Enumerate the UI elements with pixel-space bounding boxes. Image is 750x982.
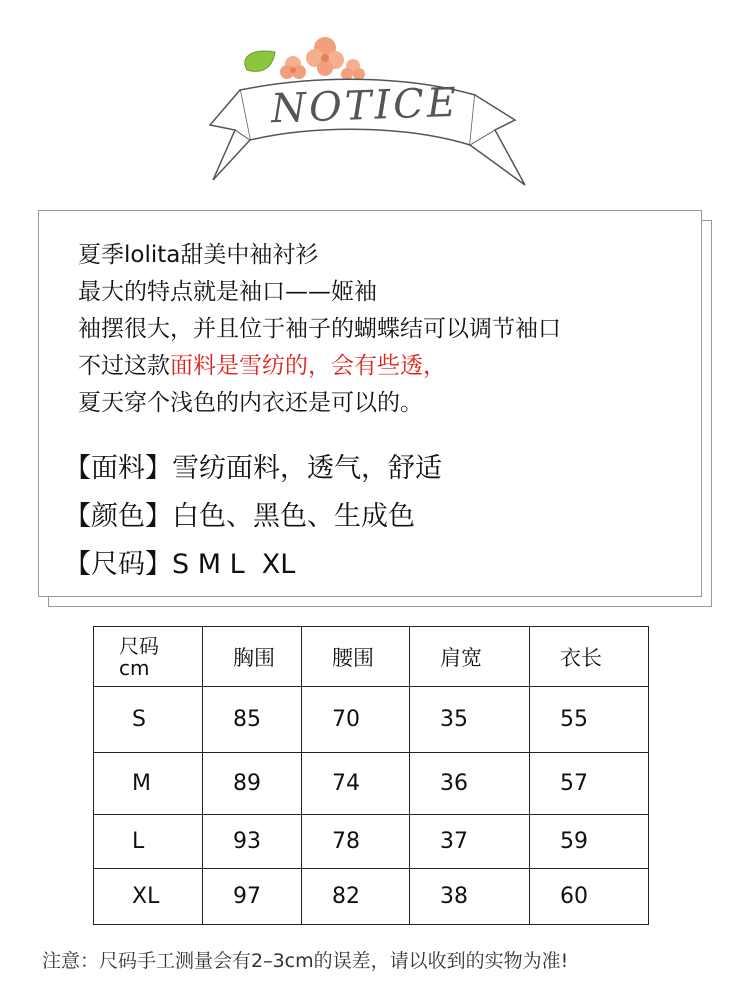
description-line-3: 袖摆很大，并且位于袖子的蝴蝶结可以调节袖口 (78, 316, 561, 342)
measurement-footnote: 注意：尺码手工测量会有2–3cm的误差，请以收到的实物为准! (42, 950, 569, 972)
flower-icon (280, 56, 306, 79)
attribute-size (64, 542, 295, 581)
size-header-label: 尺码 (119, 633, 159, 658)
attribute-label: 【面料】 (64, 453, 172, 484)
size-cell: L (94, 815, 203, 869)
column-header: 衣长 (530, 627, 649, 687)
table-cell: 59 (530, 815, 649, 869)
attribute-label: 【颜色】 (64, 501, 172, 532)
column-header: 胸围 (203, 627, 302, 687)
table-row (94, 753, 649, 815)
table-cell: 97 (203, 869, 302, 925)
table-cell: 36 (410, 753, 530, 815)
table-cell: 55 (530, 687, 649, 753)
table-header-row (94, 627, 649, 687)
table-cell: 93 (203, 815, 302, 869)
table-cell: 37 (410, 815, 530, 869)
table-row (94, 869, 649, 925)
description-line-1: 夏季lolita甜美中袖衬衫 (78, 242, 319, 268)
attribute-value: 雪纺面料，透气，舒适 (172, 453, 442, 484)
attribute-label: 【尺码】 (64, 549, 172, 580)
column-header: 肩宽 (410, 627, 530, 687)
table-cell: 89 (203, 753, 302, 815)
table-cell: 74 (302, 753, 410, 815)
description-line-5: 夏天穿个浅色的内衣还是可以的。 (78, 390, 423, 416)
table-row (94, 815, 649, 869)
unit-header-label: cm (119, 655, 150, 680)
description-line-4 (78, 348, 446, 384)
size-cell: M (94, 753, 203, 815)
table-row (94, 687, 649, 753)
table-cell: 57 (530, 753, 649, 815)
notice-title: NOTICE (270, 79, 460, 133)
table-cell: 35 (410, 687, 530, 753)
flower-icon (341, 59, 365, 80)
fabric-warning: 面料是雪纺的，会有些透， (170, 353, 446, 379)
attribute-value: 白色、黑色、生成色 (172, 501, 415, 532)
leaf-icon (245, 51, 275, 71)
table-cell: 82 (302, 869, 410, 925)
flower-icon (306, 37, 344, 76)
description-line-4-prefix: 不过这款 (78, 353, 170, 379)
attribute-color (64, 494, 415, 533)
table-cell: 70 (302, 687, 410, 753)
attribute-value: S M L XL (172, 549, 296, 580)
size-cell: S (94, 687, 203, 753)
table-cell: 85 (203, 687, 302, 753)
table-cell: 60 (530, 869, 649, 925)
size-cell: XL (94, 869, 203, 925)
table-cell: 78 (302, 815, 410, 869)
description-line-2: 最大的特点就是袖口——姬袖 (78, 279, 377, 305)
size-chart-table (93, 626, 649, 925)
column-header: 腰围 (302, 627, 410, 687)
size-unit-header (94, 627, 203, 687)
attribute-fabric (64, 446, 442, 485)
table-cell: 38 (410, 869, 530, 925)
